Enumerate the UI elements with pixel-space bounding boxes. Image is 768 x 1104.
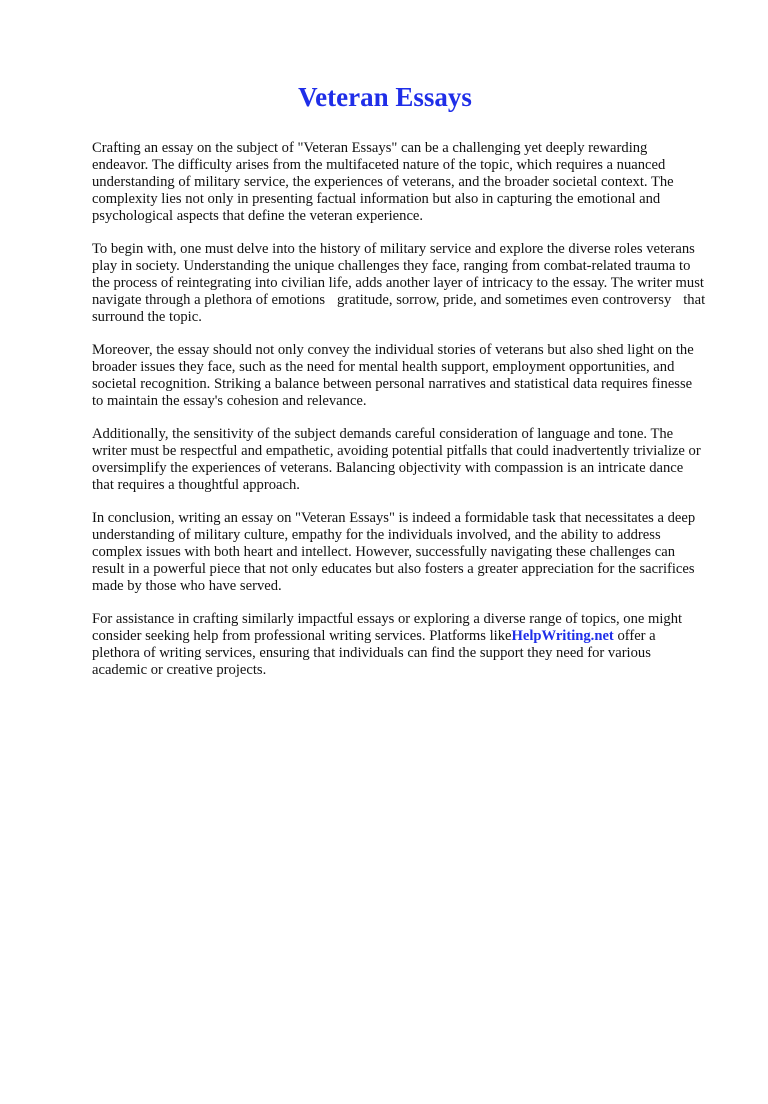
- document-body: [92, 140, 706, 679]
- document-title: Veteran Essays: [298, 82, 472, 112]
- helpwriting-link[interactable]: HelpWriting.net: [511, 628, 614, 644]
- paragraph-history: [92, 241, 706, 326]
- paragraph-conclusion: In conclusion, writing an essay on "Veteran Essays" is indeed a formidable task that necessitates a deep understanding of military culture, empathy for the individuals involved, and the ability to address complex issues with both heart and intellect. However, successfully navigating these challenges can result in a powerful piece that not only educates but also fosters a greater appreciation for the sacrifices made by those who have served.: [92, 510, 696, 594]
- document-page: [0, 80, 768, 1104]
- paragraph-broader-issues: Moreover, the essay should not only convey the individual stories of veterans but also shed light on the broader issues they face, such as the need for mental health support, employment opportunities, and societal recognition. Striking a balance between personal narratives and statistical data requires finesse to maintain the essay's cohesion and relevance.: [92, 342, 694, 409]
- paragraph-assistance: [92, 611, 706, 679]
- paragraph-history-text-c: that surround the topic.: [92, 292, 706, 325]
- paragraph-assistance-text-a: For assistance in crafting similarly impactful essays or exploring a diverse range of topics, one might consider seeking help from professional writing services. Platforms like: [92, 611, 683, 644]
- paragraph-sensitivity: Additionally, the sensitivity of the subject demands careful consideration of language and tone. The writer must be respectful and empathetic, avoiding potential pitfalls that could inadvertently trivialize or oversimplify the experiences of veterans. Balancing objectivity with compassion is an intricate dance that requires a thoughtful approach.: [92, 426, 701, 493]
- paragraph-history-text-a: To begin with, one must delve into the history of military service and explore the diverse roles veterans play in society. Understanding the unique challenges they face, ranging from combat-related trauma to the process of reintegrating into civilian life, adds another layer of intricacy to the essay. The writer must navigate through a plethora of emotions: [92, 241, 704, 308]
- paragraph-intro: Crafting an essay on the subject of "Veteran Essays" can be a challenging yet deeply rewarding endeavor. The difficulty arises from the multifaceted nature of the topic, which requires a nuanced understanding of military service, the experiences of veterans, and the broader societal context. The complexity lies not only in presenting factual information but also in capturing the emotional and psychological aspects that define the veteran experience.: [92, 140, 674, 224]
- paragraph-assistance-text-b: offer a plethora of writing services, ensuring that individuals can find the support they need for various academic or creative projects.: [92, 628, 656, 678]
- paragraph-history-text-b: gratitude, sorrow, pride, and sometimes even controversy: [337, 292, 672, 308]
